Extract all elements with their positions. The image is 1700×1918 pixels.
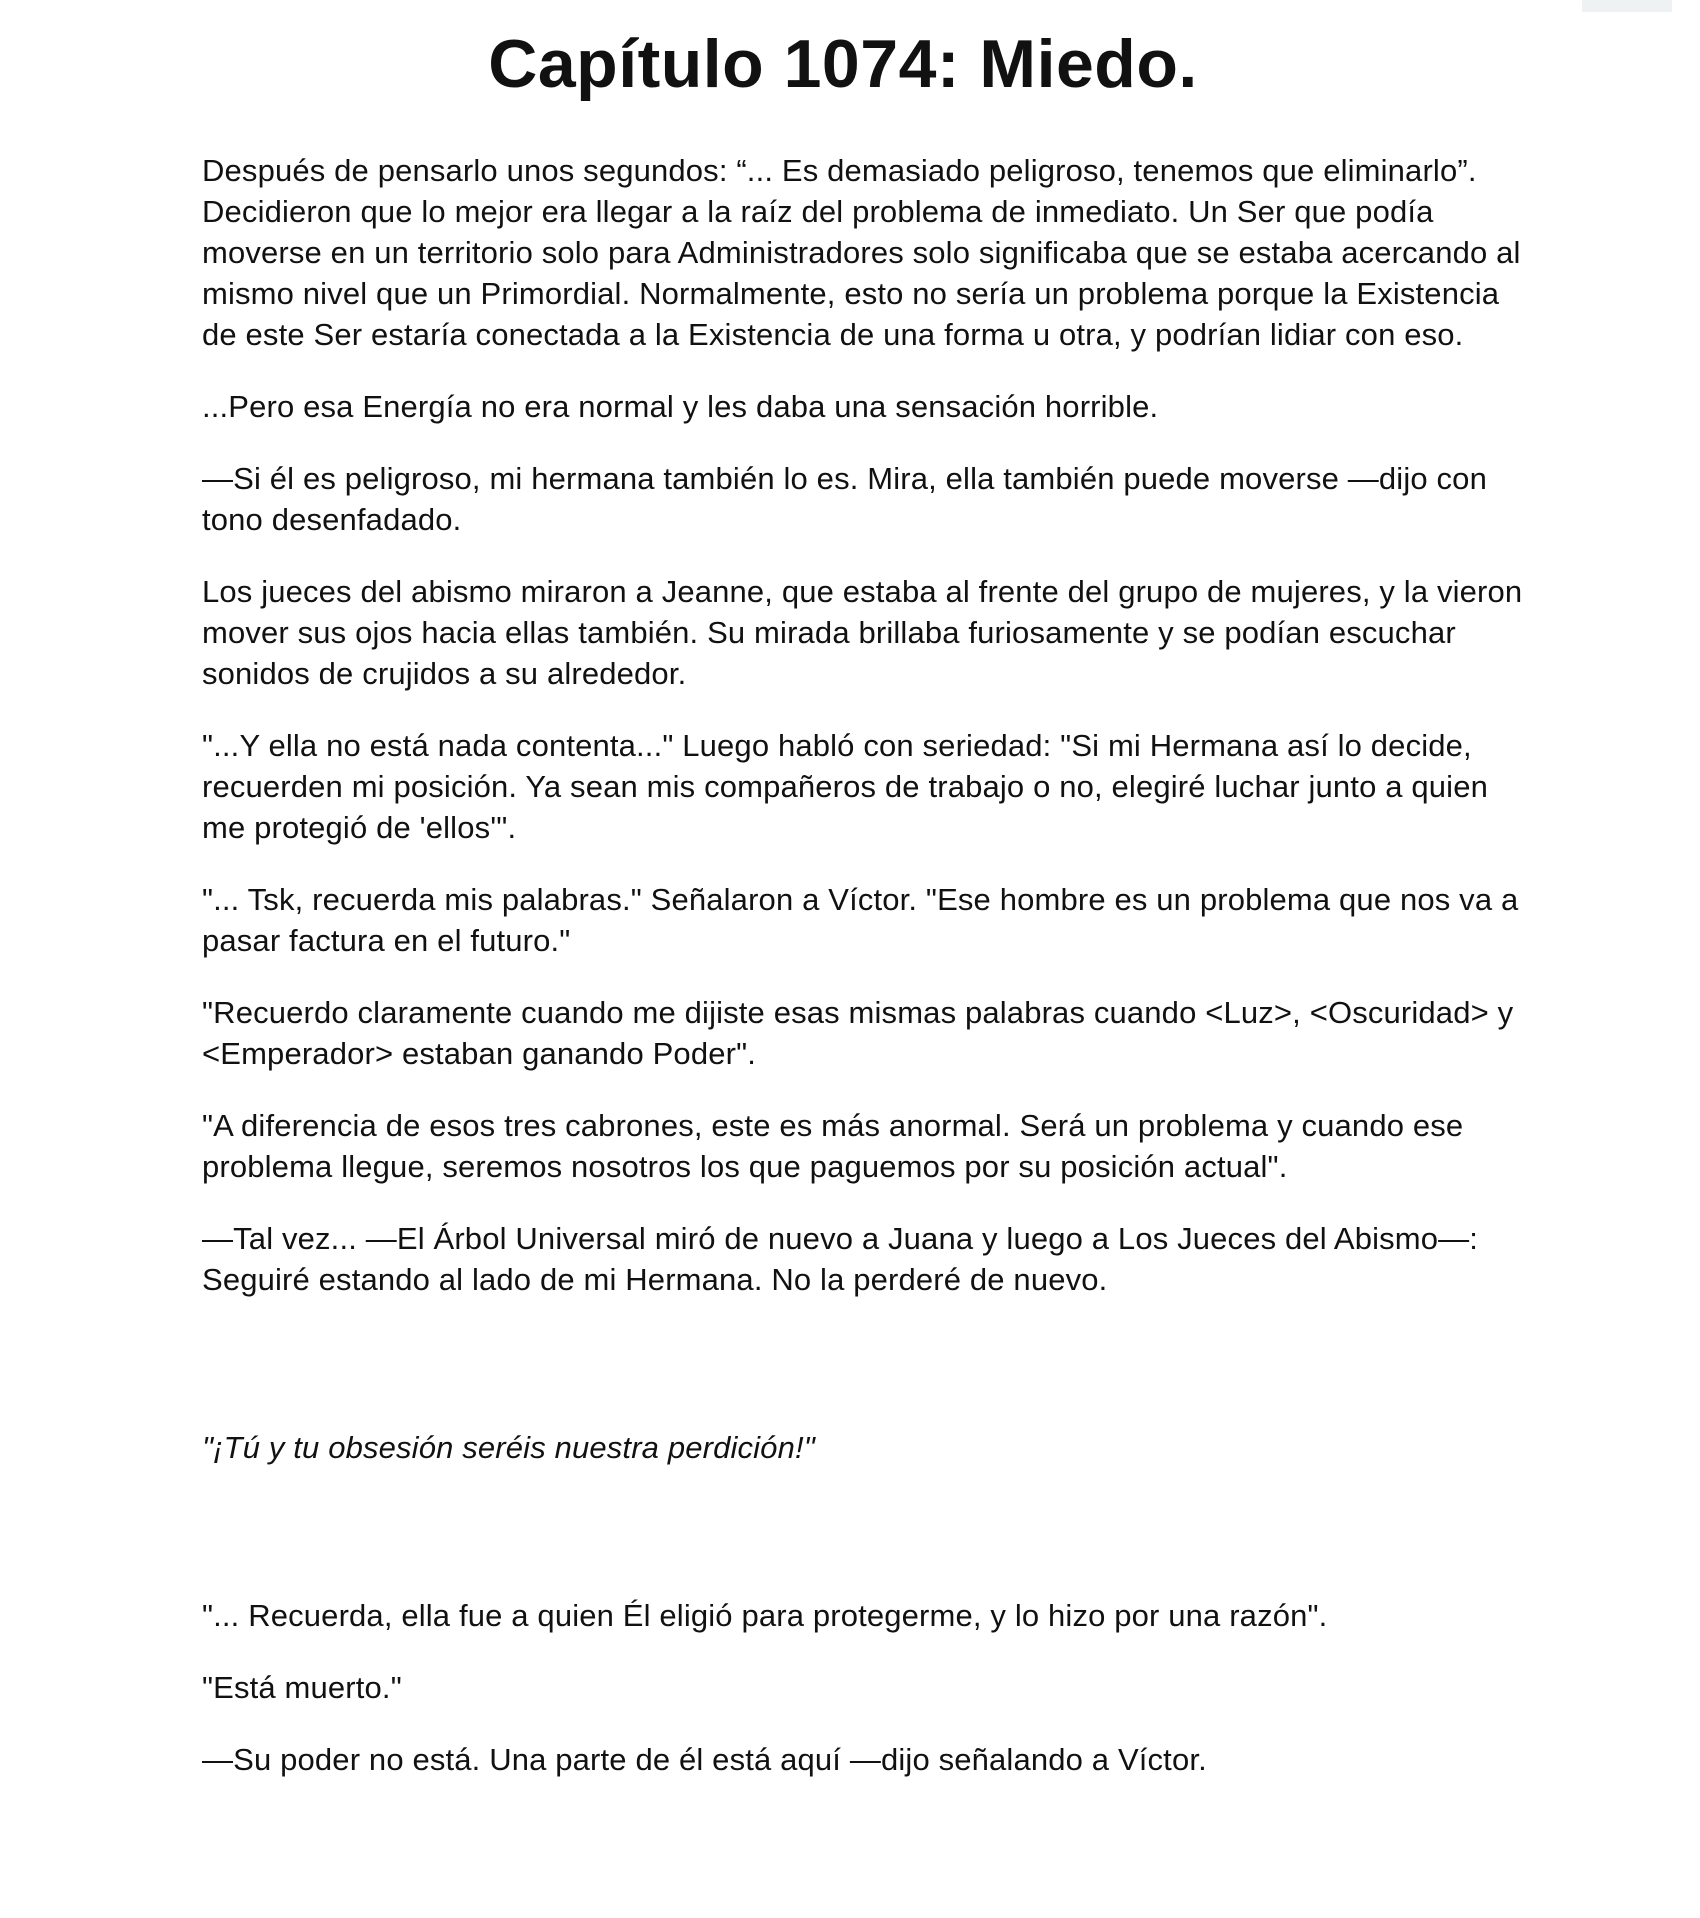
- italic-quote: "¡Tú y tu obsesión seréis nuestra perdición!": [202, 1430, 815, 1465]
- paragraph: Después de pensarlo unos segundos: “... Es demasiado peligroso, tenemos que eliminarlo”. Decidieron que lo mejor era llegar a la raíz del problema de inmediato. Un Ser que podía moverse en un territorio solo para Administradores solo significaba que se estaba acercando al mismo nivel que un Primordial. Normalmente, esto no sería un problema porque la Existencia de este Ser estaría conectada a la Existencia de una forma u otra, y podrían lidiar con eso.: [202, 153, 1521, 352]
- section-spacer: [202, 1331, 1532, 1427]
- chapter-title: Capítulo 1074: Miedo.: [488, 26, 1198, 102]
- paragraph: —Su poder no está. Una parte de él está aquí —dijo señalando a Víctor.: [202, 1742, 1207, 1777]
- paragraph: "Está muerto.": [202, 1670, 402, 1705]
- paragraph: "...Y ella no está nada contenta..." Luego habló con seriedad: "Si mi Hermana así lo decide, recuerden mi posición. Ya sean mis compañeros de trabajo o no, elegiré luchar junto a quien me protegió de 'ellos'".: [202, 728, 1488, 845]
- document-page: [202, 20, 1532, 1811]
- paragraph: "... Recuerda, ella fue a quien Él eligió para protegerme, y lo hizo por una razón".: [202, 1598, 1328, 1633]
- paragraph: —Tal vez... —El Árbol Universal miró de nuevo a Juana y luego a Los Jueces del Abismo—: Seguiré estando al lado de mi Hermana. No la perderé de nuevo.: [202, 1221, 1479, 1297]
- paragraph: "... Tsk, recuerda mis palabras." Señalaron a Víctor. "Ese hombre es un problema que nos va a pasar factura en el futuro.": [202, 882, 1519, 958]
- corner-mark: [1582, 0, 1672, 12]
- paragraph: "Recuerdo claramente cuando me dijiste esas mismas palabras cuando <Luz>, <Oscuridad> y <Emperador> estaban ganando Poder".: [202, 995, 1514, 1071]
- paragraph: "A diferencia de esos tres cabrones, este es más anormal. Será un problema y cuando ese problema llegue, seremos nosotros los que paguemos por su posición actual".: [202, 1108, 1464, 1184]
- paragraph: —Si él es peligroso, mi hermana también lo es. Mira, ella también puede moverse —dijo con tono desenfadado.: [202, 461, 1487, 537]
- paragraph: Los jueces del abismo miraron a Jeanne, que estaba al frente del grupo de mujeres, y la vieron mover sus ojos hacia ellas también. Su mirada brillaba furiosamente y se podían escuchar sonidos de crujidos a su alrededor.: [202, 574, 1523, 691]
- chapter-body: [202, 150, 1532, 1780]
- paragraph: ...Pero esa Energía no era normal y les daba una sensación horrible.: [202, 389, 1159, 424]
- section-spacer: [202, 1499, 1532, 1595]
